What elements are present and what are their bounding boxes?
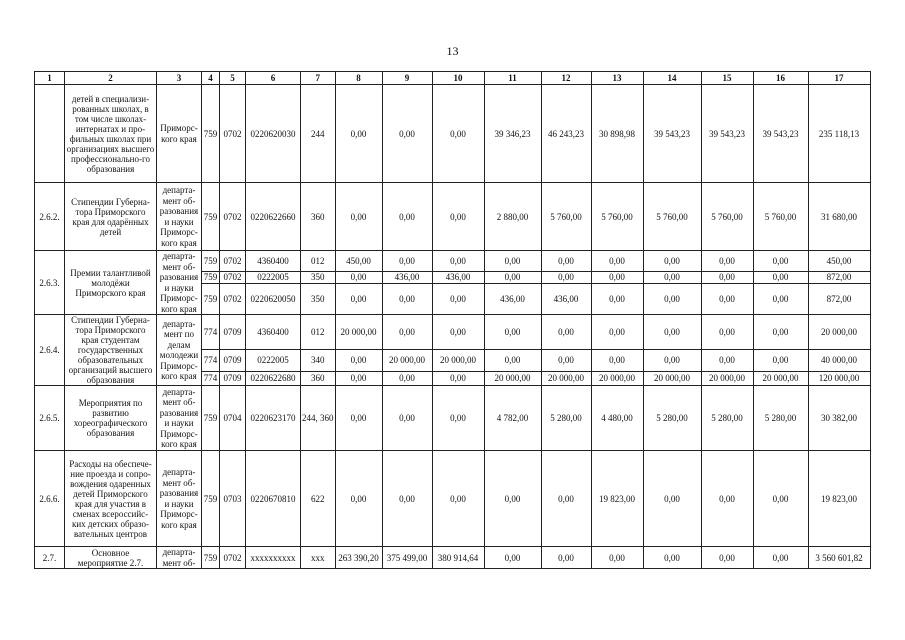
value-cell: 0,00 bbox=[643, 349, 701, 371]
table-row bbox=[35, 386, 871, 451]
header-cell: 2 bbox=[65, 72, 157, 85]
row-description: Стипендии Губерна-тора Приморского края студентам государственных образовательных организаций высшего образования bbox=[65, 315, 157, 386]
value-cell: 0702 bbox=[220, 284, 246, 315]
value-cell: xxxxxxxxxx bbox=[246, 547, 301, 569]
value-cell: 340 bbox=[301, 349, 336, 371]
value-cell: 012 bbox=[301, 315, 336, 350]
value-cell: 3 560 601,82 bbox=[808, 547, 870, 569]
header-cell: 14 bbox=[643, 72, 701, 85]
value-cell: 0709 bbox=[220, 349, 246, 371]
row-code: 2.6.5. bbox=[35, 386, 65, 451]
table-row bbox=[35, 451, 871, 547]
header-cell: 10 bbox=[432, 72, 484, 85]
value-cell: 774 bbox=[202, 349, 220, 371]
value-cell: 20 000,00 bbox=[643, 371, 701, 385]
row-description: Стипендии Губерна-тора Приморского края для одарённых детей bbox=[65, 183, 157, 251]
value-cell: 0709 bbox=[220, 315, 246, 350]
value-cell: 0,00 bbox=[701, 284, 753, 315]
row-code: 2.6.4. bbox=[35, 315, 65, 386]
value-cell: 0,00 bbox=[701, 451, 753, 547]
value-cell: 20 000,00 bbox=[382, 349, 432, 371]
value-cell: 436,00 bbox=[484, 284, 541, 315]
value-cell: 0,00 bbox=[701, 315, 753, 350]
value-cell: 872,00 bbox=[808, 271, 870, 283]
value-cell: 0,00 bbox=[382, 371, 432, 385]
value-cell: 0220623170 bbox=[246, 386, 301, 451]
header-cell: 13 bbox=[591, 72, 643, 85]
value-cell: 0,00 bbox=[643, 451, 701, 547]
value-cell: 39 543,23 bbox=[701, 85, 753, 183]
value-cell: 0702 bbox=[220, 271, 246, 283]
value-cell: 0,00 bbox=[541, 547, 591, 569]
value-cell: 0,00 bbox=[484, 547, 541, 569]
value-cell: 0,00 bbox=[753, 547, 808, 569]
header-cell: 7 bbox=[301, 72, 336, 85]
value-cell: 759 bbox=[202, 451, 220, 547]
value-cell: 0704 bbox=[220, 386, 246, 451]
row-description: Премии талантливой молодёжи Приморского края bbox=[65, 251, 157, 315]
value-cell: 20 000,00 bbox=[591, 371, 643, 385]
value-cell: 235 118,13 bbox=[808, 85, 870, 183]
value-cell: 0,00 bbox=[753, 251, 808, 272]
value-cell: 872,00 bbox=[808, 284, 870, 315]
value-cell: 0,00 bbox=[753, 284, 808, 315]
value-cell: 0709 bbox=[220, 371, 246, 385]
value-cell: 450,00 bbox=[808, 251, 870, 272]
header-cell: 8 bbox=[335, 72, 382, 85]
value-cell: 0220620050 bbox=[246, 284, 301, 315]
row-code: 2.6.6. bbox=[35, 451, 65, 547]
row-description: Основное мероприятие 2.7. bbox=[65, 547, 157, 569]
value-cell: 0,00 bbox=[484, 315, 541, 350]
value-cell: 0,00 bbox=[541, 349, 591, 371]
value-cell: 0,00 bbox=[591, 284, 643, 315]
value-cell: 0,00 bbox=[432, 371, 484, 385]
value-cell: 0,00 bbox=[382, 85, 432, 183]
value-cell: 0,00 bbox=[643, 271, 701, 283]
value-cell: 5 760,00 bbox=[541, 183, 591, 251]
value-cell: 5 760,00 bbox=[643, 183, 701, 251]
row-code: 2.6.3. bbox=[35, 251, 65, 315]
value-cell: 39 543,23 bbox=[643, 85, 701, 183]
value-cell: 759 bbox=[202, 251, 220, 272]
value-cell: 0,00 bbox=[643, 547, 701, 569]
value-cell: 0,00 bbox=[432, 315, 484, 350]
row-description: Расходы на обеспече-ние проезда и сопро-вождения одаренных детей Приморского края для участия в сменах всероссийс-ких детских образо-вательных центров bbox=[65, 451, 157, 547]
value-cell: 774 bbox=[202, 371, 220, 385]
value-cell: 0,00 bbox=[541, 451, 591, 547]
row-executor: департа-мент об- bbox=[157, 547, 202, 569]
value-cell: 263 390,20 bbox=[335, 547, 382, 569]
value-cell: 0,00 bbox=[643, 251, 701, 272]
header-cell: 15 bbox=[701, 72, 753, 85]
header-cell: 5 bbox=[220, 72, 246, 85]
value-cell: 436,00 bbox=[541, 284, 591, 315]
value-cell: 350 bbox=[301, 271, 336, 283]
value-cell: 350 bbox=[301, 284, 336, 315]
value-cell: 0,00 bbox=[432, 451, 484, 547]
value-cell: 46 243,23 bbox=[541, 85, 591, 183]
value-cell: 0,00 bbox=[753, 451, 808, 547]
value-cell: 0,00 bbox=[541, 271, 591, 283]
value-cell: 5 760,00 bbox=[701, 183, 753, 251]
value-cell: 622 bbox=[301, 451, 336, 547]
page-number: 13 bbox=[446, 44, 459, 58]
row-description: Мероприятия по развитию хореографического образования bbox=[65, 386, 157, 451]
value-cell: 375 499,00 bbox=[382, 547, 432, 569]
value-cell: 012 bbox=[301, 251, 336, 272]
value-cell: 20 000,00 bbox=[701, 371, 753, 385]
header-cell: 12 bbox=[541, 72, 591, 85]
value-cell: 31 680,00 bbox=[808, 183, 870, 251]
value-cell: 436,00 bbox=[382, 271, 432, 283]
row-executor: департа-мент об-разования и науки Приморс-кого края bbox=[157, 386, 202, 451]
value-cell: 4 480,00 bbox=[591, 386, 643, 451]
row-executor: департа-мент об-разования и науки Приморс-кого края bbox=[157, 451, 202, 547]
table-row bbox=[35, 315, 871, 350]
value-cell: 0,00 bbox=[484, 349, 541, 371]
value-cell: 0,00 bbox=[484, 451, 541, 547]
value-cell: 20 000,00 bbox=[753, 371, 808, 385]
value-cell: 380 914,64 bbox=[432, 547, 484, 569]
value-cell: 5 280,00 bbox=[753, 386, 808, 451]
value-cell: 0,00 bbox=[382, 315, 432, 350]
header-cell: 9 bbox=[382, 72, 432, 85]
value-cell: 0702 bbox=[220, 183, 246, 251]
value-cell: 4 782,00 bbox=[484, 386, 541, 451]
value-cell: 39 346,23 bbox=[484, 85, 541, 183]
value-cell: 20 000,00 bbox=[335, 315, 382, 350]
value-cell: 20 000,00 bbox=[484, 371, 541, 385]
value-cell: 0,00 bbox=[432, 284, 484, 315]
value-cell: 0,00 bbox=[382, 451, 432, 547]
header-cell: 6 bbox=[246, 72, 301, 85]
value-cell: 0,00 bbox=[432, 183, 484, 251]
value-cell: 20 000,00 bbox=[808, 315, 870, 350]
value-cell: 0,00 bbox=[753, 315, 808, 350]
value-cell: 0,00 bbox=[591, 271, 643, 283]
value-cell: 30 382,00 bbox=[808, 386, 870, 451]
value-cell: 2 880,00 bbox=[484, 183, 541, 251]
value-cell: 0,00 bbox=[541, 251, 591, 272]
value-cell: xxx bbox=[301, 547, 336, 569]
value-cell: 4360400 bbox=[246, 315, 301, 350]
value-cell: 0,00 bbox=[484, 271, 541, 283]
row-executor: департа-мент по делам молодежи Приморс-кого края bbox=[157, 315, 202, 386]
header-cell: 4 bbox=[202, 72, 220, 85]
value-cell: 0,00 bbox=[701, 547, 753, 569]
value-cell: 0,00 bbox=[591, 547, 643, 569]
header-cell: 11 bbox=[484, 72, 541, 85]
table-row bbox=[35, 85, 871, 183]
value-cell: 774 bbox=[202, 315, 220, 350]
value-cell: 0,00 bbox=[335, 371, 382, 385]
value-cell: 0,00 bbox=[335, 386, 382, 451]
value-cell: 0,00 bbox=[335, 349, 382, 371]
value-cell: 0,00 bbox=[591, 251, 643, 272]
value-cell: 0702 bbox=[220, 85, 246, 183]
table-row bbox=[35, 547, 871, 569]
value-cell: 19 823,00 bbox=[591, 451, 643, 547]
header-cell: 17 bbox=[808, 72, 870, 85]
value-cell: 0,00 bbox=[701, 349, 753, 371]
value-cell: 0,00 bbox=[753, 349, 808, 371]
value-cell: 0,00 bbox=[432, 85, 484, 183]
value-cell: 19 823,00 bbox=[808, 451, 870, 547]
value-cell: 0,00 bbox=[382, 251, 432, 272]
budget-table bbox=[34, 71, 871, 569]
header-cell: 3 bbox=[157, 72, 202, 85]
value-cell: 0702 bbox=[220, 547, 246, 569]
value-cell: 0,00 bbox=[382, 284, 432, 315]
value-cell: 5 760,00 bbox=[591, 183, 643, 251]
value-cell: 4360400 bbox=[246, 251, 301, 272]
value-cell: 759 bbox=[202, 85, 220, 183]
value-cell: 0,00 bbox=[382, 183, 432, 251]
row-code: 2.7. bbox=[35, 547, 65, 569]
value-cell: 5 280,00 bbox=[701, 386, 753, 451]
value-cell: 759 bbox=[202, 547, 220, 569]
value-cell: 5 280,00 bbox=[541, 386, 591, 451]
value-cell: 759 bbox=[202, 284, 220, 315]
value-cell: 0,00 bbox=[591, 315, 643, 350]
row-executor: департа-мент об-разования и науки Приморс-кого края bbox=[157, 183, 202, 251]
value-cell: 5 280,00 bbox=[643, 386, 701, 451]
header-cell: 1 bbox=[35, 72, 65, 85]
value-cell: 436,00 bbox=[432, 271, 484, 283]
value-cell: 450,00 bbox=[335, 251, 382, 272]
value-cell: 360 bbox=[301, 371, 336, 385]
value-cell: 20 000,00 bbox=[541, 371, 591, 385]
table-row bbox=[35, 183, 871, 251]
value-cell: 0,00 bbox=[591, 349, 643, 371]
value-cell: 0,00 bbox=[753, 271, 808, 283]
row-code bbox=[35, 85, 65, 183]
value-cell: 759 bbox=[202, 183, 220, 251]
value-cell: 5 760,00 bbox=[753, 183, 808, 251]
row-executor: департа-мент об-разования и науки Приморс-кого края bbox=[157, 251, 202, 315]
value-cell: 0,00 bbox=[335, 183, 382, 251]
value-cell: 360 bbox=[301, 183, 336, 251]
value-cell: 0702 bbox=[220, 251, 246, 272]
header-cell: 16 bbox=[753, 72, 808, 85]
row-code: 2.6.2. bbox=[35, 183, 65, 251]
value-cell: 0220620030 bbox=[246, 85, 301, 183]
value-cell: 0220622660 bbox=[246, 183, 301, 251]
value-cell: 0222005 bbox=[246, 271, 301, 283]
value-cell: 0222005 bbox=[246, 349, 301, 371]
value-cell: 120 000,00 bbox=[808, 371, 870, 385]
value-cell: 0,00 bbox=[541, 315, 591, 350]
header-row bbox=[35, 72, 871, 85]
row-description: детей в специализи-рованных школах, в том числе школах-интернатах и про-фильных школах при организациях высшего профессионально-го образования bbox=[65, 85, 157, 183]
value-cell: 40 000,00 bbox=[808, 349, 870, 371]
value-cell: 759 bbox=[202, 271, 220, 283]
value-cell: 39 543,23 bbox=[753, 85, 808, 183]
table-row bbox=[35, 251, 871, 272]
value-cell: 0,00 bbox=[701, 251, 753, 272]
value-cell: 0220622680 bbox=[246, 371, 301, 385]
value-cell: 0,00 bbox=[701, 271, 753, 283]
value-cell: 0,00 bbox=[432, 251, 484, 272]
value-cell: 0,00 bbox=[643, 284, 701, 315]
value-cell: 0,00 bbox=[643, 315, 701, 350]
value-cell: 30 898,98 bbox=[591, 85, 643, 183]
value-cell: 244, 360 bbox=[301, 386, 336, 451]
value-cell: 0,00 bbox=[335, 85, 382, 183]
value-cell: 20 000,00 bbox=[432, 349, 484, 371]
value-cell: 759 bbox=[202, 386, 220, 451]
value-cell: 0,00 bbox=[335, 451, 382, 547]
value-cell: 0,00 bbox=[335, 271, 382, 283]
value-cell: 244 bbox=[301, 85, 336, 183]
value-cell: 0,00 bbox=[432, 386, 484, 451]
row-executor: Приморс-кого края bbox=[157, 85, 202, 183]
value-cell: 0220670810 bbox=[246, 451, 301, 547]
value-cell: 0,00 bbox=[335, 284, 382, 315]
value-cell: 0,00 bbox=[382, 386, 432, 451]
value-cell: 0,00 bbox=[484, 251, 541, 272]
value-cell: 0703 bbox=[220, 451, 246, 547]
